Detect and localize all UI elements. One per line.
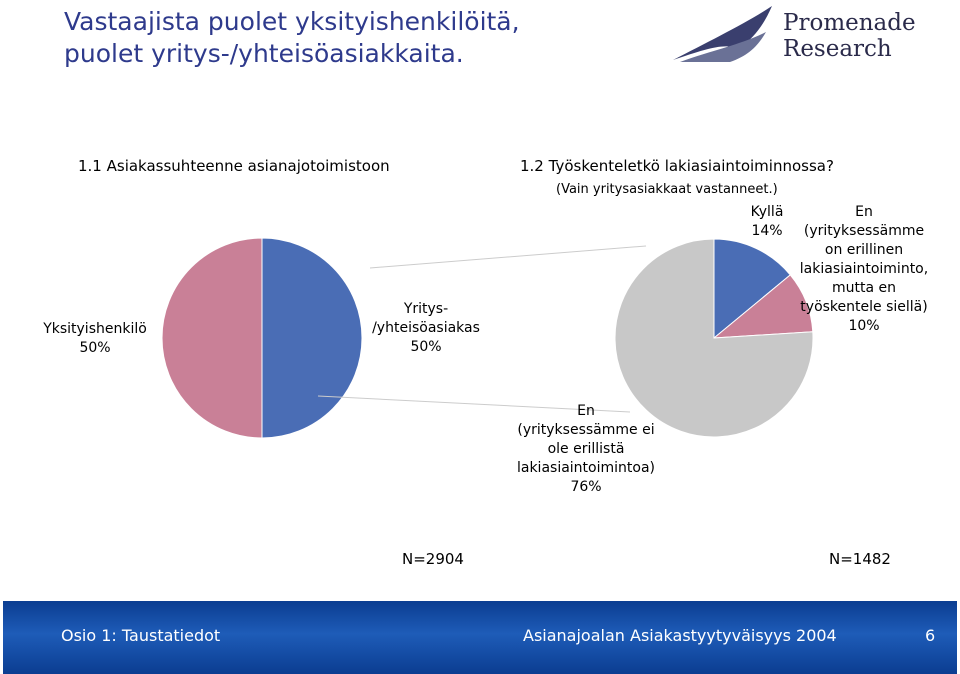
- pie2-label-en-ei-erillista-line-4: lakiasiaintoimintoa): [516, 460, 655, 476]
- pie2-label-en-ei-erillista: [512, 402, 660, 497]
- pie2-label-en-ei-erillista-line-3: ole erillistä: [547, 441, 625, 457]
- pie1-label-yritys-line-3: 50%: [410, 339, 442, 355]
- slide-title-line-2: puolet yritys-/yhteisöasiakkaita.: [64, 39, 464, 68]
- footer-bar: [3, 601, 957, 674]
- pie1-slice-yritys: [262, 238, 362, 438]
- chart2-subtitle: (Vain yritysasiakkaat vastanneet.): [556, 182, 778, 197]
- pie1-label-yksityishenkilo-line-2: 50%: [79, 340, 111, 356]
- pie2-label-en-erillinen-line-4: lakiasiaintoiminto,: [799, 261, 929, 277]
- pie2-label-en-erillinen-line-7: 10%: [848, 318, 880, 334]
- pie2-label-kylla-line-1: Kyllä: [750, 204, 784, 220]
- chart2-n-label: N=1482: [829, 550, 891, 568]
- footer-section-label: Osio 1: Taustatiedot: [61, 626, 221, 645]
- pie2-label-kylla-line-2: 14%: [751, 223, 783, 239]
- pie1-label-yksityishenkilo: [40, 320, 150, 358]
- pie2-label-en-erillinen: [798, 203, 930, 336]
- logo-text-line-1: Promenade: [783, 10, 916, 36]
- pie1-label-yritys-line-2: /yhteisöasiakas: [372, 320, 480, 336]
- pie1-label-yritys: [364, 300, 488, 357]
- footer-report-title: Asianajoalan Asiakastyytyväisyys 2004: [523, 626, 837, 645]
- chart1-title: 1.1 Asiakassuhteenne asianajotoimistoon: [78, 157, 390, 175]
- pie1-slice-yksityishenkilo: [162, 238, 262, 438]
- pie2-label-en-erillinen-line-5: mutta en: [831, 280, 896, 296]
- chart1-n-label: N=2904: [402, 550, 464, 568]
- pie2-label-en-erillinen-line-3: on erillinen: [824, 242, 904, 258]
- pie2-label-en-erillinen-line-2: (yrityksessämme: [803, 223, 925, 239]
- chart2-title: 1.2 Työskenteletkö lakiasiaintoiminnossa?: [520, 157, 834, 175]
- pie-chart-1: [162, 238, 362, 438]
- pie2-label-en-erillinen-line-1: En: [855, 204, 873, 220]
- connector-line-top: [370, 246, 646, 268]
- slide-title-line-1: Vastaajista puolet yksityishenkilöitä,: [64, 7, 520, 36]
- pie2-label-en-ei-erillista-line-1: En: [577, 403, 595, 419]
- pie2-label-kylla: [742, 203, 792, 241]
- pie1-label-yritys-line-1: Yritys-: [403, 301, 449, 317]
- pie2-label-en-ei-erillista-line-5: 76%: [570, 479, 602, 495]
- pie2-label-en-erillinen-line-6: työskentele siellä): [800, 299, 928, 315]
- pie2-label-en-ei-erillista-line-2: (yrityksessämme ei: [517, 422, 655, 438]
- logo-text-line-2: Research: [783, 36, 892, 62]
- footer-page-number: 6: [925, 626, 936, 645]
- pie1-label-yksityishenkilo-line-1: Yksityishenkilö: [43, 321, 147, 337]
